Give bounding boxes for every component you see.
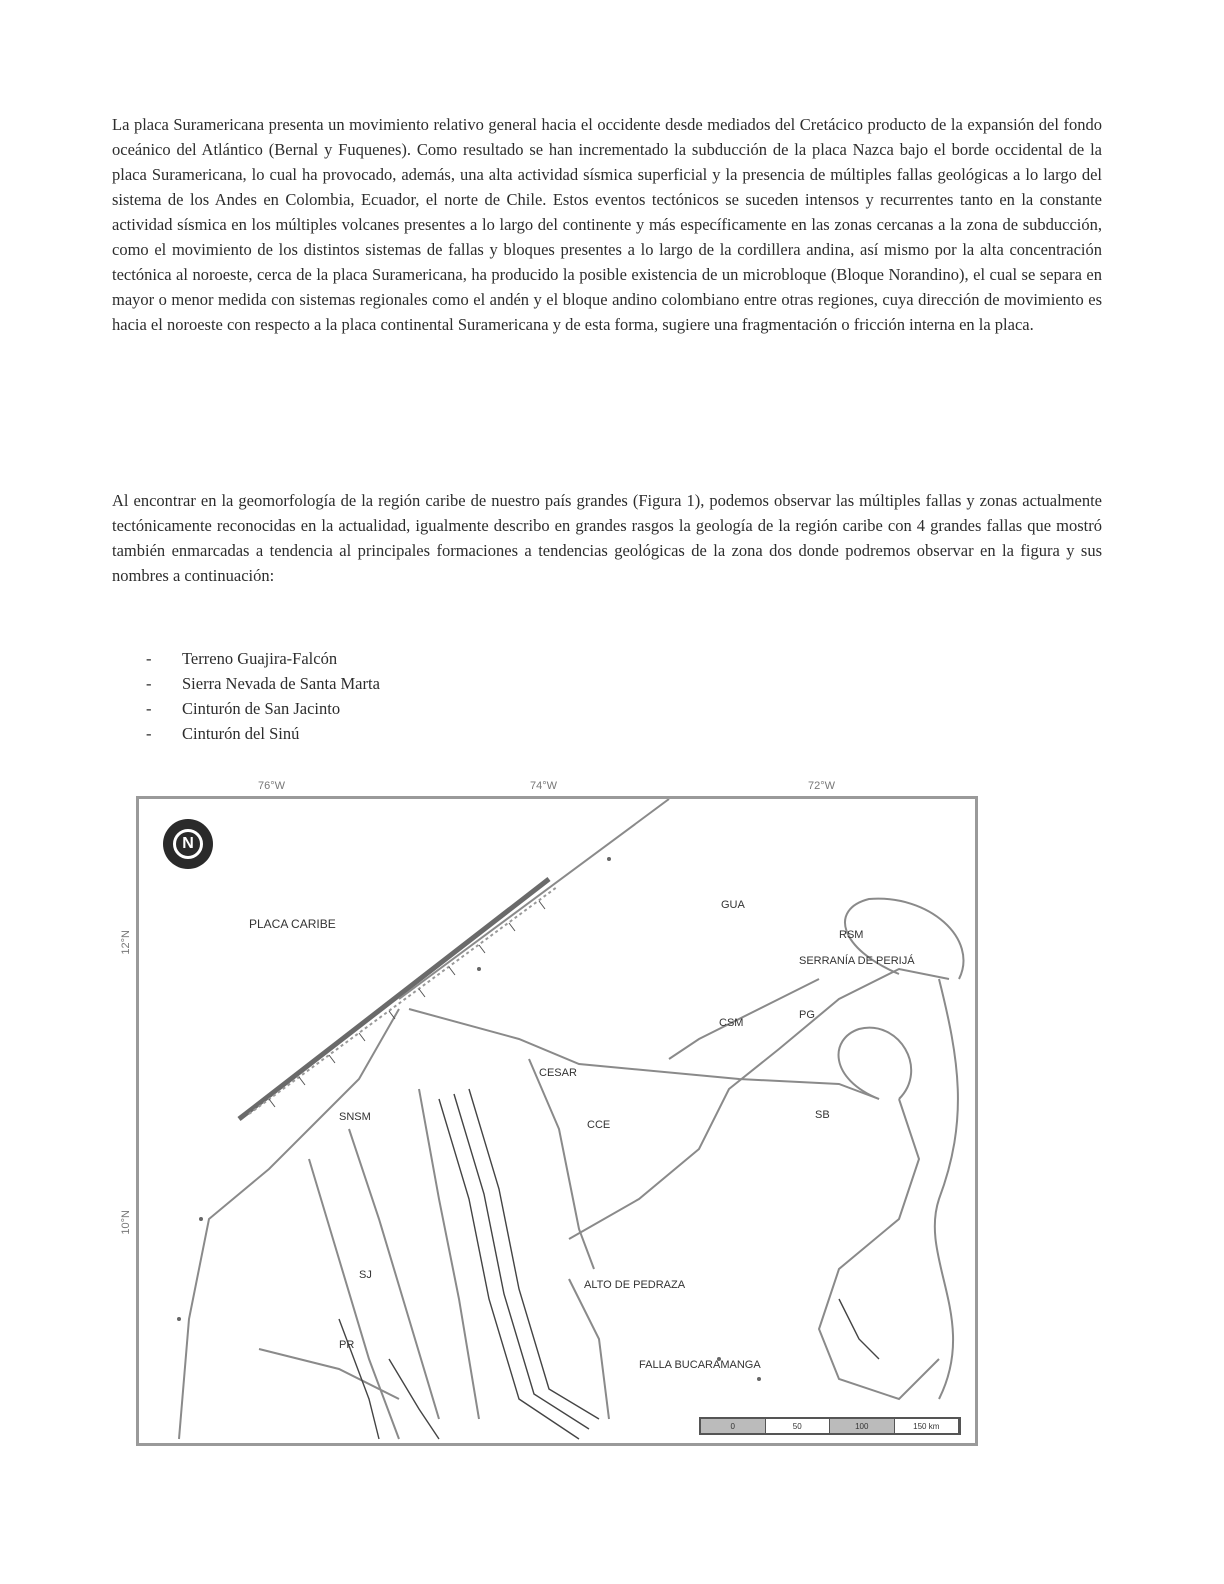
map-label-g4: SJ	[359, 1269, 372, 1281]
list-item: - Cinturón del Sinú	[112, 721, 380, 746]
paragraph-2: Al encontrar en la geomorfología de la región caribe de nuestro país grandes (Figura 1), podemos observar las múltiples fallas y zonas actualmente tectónicamente reconocidas en la actualidad, igualmente describo en grandes rasgos la geología de la región caribe con 4 grandes fallas que mostró también enmarcadas a tendencia al principales formaciones a tendencias geológicas de la zona dos donde podremos observar en la figura y sus nombres a continuación:	[112, 491, 1102, 585]
geologic-units-list	[112, 646, 380, 746]
coord-left-1: 12°N	[120, 930, 132, 955]
map-label-g2: PG	[799, 1009, 815, 1021]
map-label-g13: FALLA BUCARAMANGA	[639, 1359, 761, 1371]
north-arrow-icon: N	[163, 819, 213, 869]
list-item: - Cinturón de San Jacinto	[112, 696, 380, 721]
coord-top-3: 72°W	[808, 780, 836, 792]
map-label-g9: CESAR	[539, 1067, 577, 1079]
map-label-g6: SB	[815, 1109, 830, 1121]
bullet-dash-icon: -	[146, 649, 152, 668]
map-label-g10: RSM	[839, 929, 864, 941]
map-label-g1: GUA	[721, 899, 745, 911]
bullet-dash-icon: -	[146, 724, 152, 743]
map-label-g7: CSM	[719, 1017, 744, 1029]
map-label-g12: SERRANÍA DE PERIJÁ	[799, 955, 915, 967]
map-label-g5: CCE	[587, 1119, 611, 1131]
bullet-dash-icon: -	[146, 699, 152, 718]
map-label-g3: SNSM	[339, 1111, 371, 1123]
list-item: - Terreno Guajira-Falcón	[112, 646, 380, 671]
map-label-g11: PR	[339, 1339, 355, 1351]
map-linework	[139, 799, 978, 1446]
list-item: - Sierra Nevada de Santa Marta	[112, 671, 380, 696]
paragraph-1: La placa Suramericana presenta un movimiento relativo general hacia el occidente desde mediados del Cretácico producto de la expansión del fondo oceánico del Atlántico (Bernal y Fuquenes). Como resultado se han incrementado la subducción de la placa Nazca bajo el borde occidental de la placa Suramericana, lo cual ha provocado, además, una alta actividad sísmica superficial y la presencia de múltiples fallas geológicas a lo largo del sistema de los Andes en Colombia, Ecuador, el norte de Chile. Estos eventos tectónicos se suceden intensos y recurrentes tanto en la constante actividad sísmica en los múltiples volcanes presentes a lo largo del continente y más específicamente en las zonas cercanas a la zona de subducción, como el movimiento de los distintos sistemas de fallas y bloques presentes a lo largo de la cordillera andina, así mismo por la alta concentración tectónica al noroeste, cerca de la placa Suramericana, ha producido la posible existencia de un microbloque (Bloque Norandino), el cual se separa en mayor o menor medida con sistemas regionales como el andén y el bloque andino colombiano entre otras regiones, cuya dirección de movimiento es hacia el noroeste con respecto a la placa continental Suramericana y de esta forma, sugiere una fragmentación o fricción interna en la placa.	[112, 115, 1102, 334]
map-frame	[136, 796, 978, 1446]
map-label-g8: ALTO DE PEDRAZA	[584, 1279, 686, 1291]
geologic-map-figure	[118, 780, 998, 1460]
scale-bar: 0 50 100 150 km	[699, 1417, 961, 1435]
map-label-plate: PLACA CARIBE	[249, 917, 336, 931]
coord-left-2: 10°N	[120, 1210, 132, 1235]
coord-top-2: 74°W	[530, 780, 558, 792]
coord-top-1: 76°W	[258, 780, 286, 792]
bullet-dash-icon: -	[146, 674, 152, 693]
